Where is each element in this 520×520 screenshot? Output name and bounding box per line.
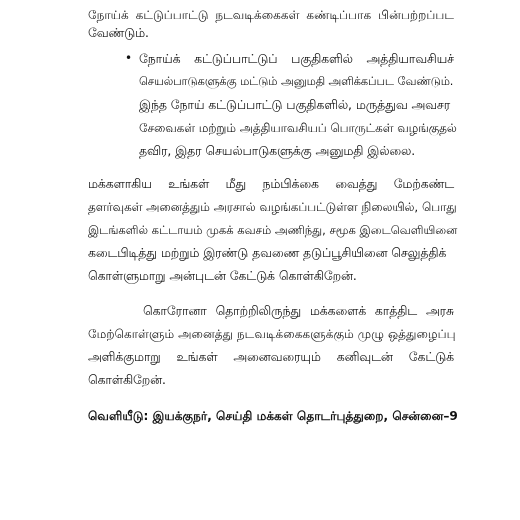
word: கனிவுடன்: [336, 350, 393, 364]
word: அளிக்குமாறு: [88, 350, 161, 364]
bullet-line4: சேவைகள் மற்றும் அத்தியாவசியப் பொருட்கள் வழங்குதல்: [139, 121, 457, 135]
word: பகுதிகளில்: [291, 52, 353, 66]
word: மக்களாகிய: [88, 177, 152, 191]
paragraph3-line4: கொள்கிறேன்.: [88, 373, 166, 387]
word: தொற்றிலிருந்து: [215, 304, 301, 318]
bullet-line2: செயல்பாடுகளுக்கு மட்டும் அனுமதி அளிக்கப்பட வேண்டும்.: [139, 75, 454, 88]
word: மீது: [225, 177, 247, 191]
word: நோய்க்: [88, 8, 129, 22]
word: வைத்து: [335, 177, 378, 191]
word: உங்கள்: [176, 350, 218, 364]
word: கட்டுப்பாட்டு: [135, 8, 209, 22]
paragraph2-line4: கடைபிடித்து மற்றும் இரண்டு தவணை தடுப்பூசியினை செலுத்திக்: [88, 246, 447, 260]
word: நோய்க்: [139, 52, 181, 66]
paragraph2-line3: இடங்களில் கட்டாயம் முகக் கவசம் அணிந்து, சமூக இடைவெளியினை: [88, 223, 458, 237]
release-footer: வெளியீடு: இயக்குநர், செய்தி மக்கள் தொடர்புத்துறை, சென்னை–9: [88, 409, 458, 423]
word: கொரோனா: [143, 304, 207, 318]
paragraph2-line2: தளர்வுகள் அனைத்தும் அரசால் வழங்கப்பட்டுள்ள நிலையில், பொது: [88, 200, 457, 214]
word: அனைவரையும்: [233, 350, 321, 364]
word: கட்டுப்பாட்டுப்: [194, 52, 278, 66]
bullet-line1: [139, 51, 454, 67]
paragraph2-line1: [88, 176, 454, 192]
word: மக்களைக்: [309, 304, 367, 318]
paragraph1-line2: வேண்டும்.: [88, 26, 149, 40]
word: மேற்கண்ட: [393, 177, 454, 191]
paragraph3-line2: மேற்கொள்ளும் அனைத்து நடவடிக்கைகளுக்கும் முழு ஒத்துழைப்பு: [88, 327, 456, 341]
word: காத்திட: [374, 304, 418, 318]
bullet-marker: •: [125, 51, 133, 65]
word: நம்பிக்கை: [262, 177, 319, 191]
word: கண்டிப்பாக: [306, 8, 372, 22]
word: அரசு: [425, 304, 454, 318]
word: உங்கள்: [168, 177, 210, 191]
word: கேட்டுக்: [408, 350, 454, 364]
word: அத்தியாவசியச்: [366, 52, 454, 66]
word: பின்பற்றப்பட: [378, 8, 454, 22]
paragraph1-line1: [88, 7, 454, 23]
paragraph3-line3: [88, 349, 454, 365]
bullet-line5: தவிர, இதர செயல்பாடுகளுக்கு அனுமதி இல்லை.: [139, 144, 416, 158]
bullet-line3: இந்த நோய் கட்டுப்பாட்டு பகுதிகளில், மருத்துவ அவசர: [139, 98, 451, 112]
word: நடவடிக்கைகள்: [215, 8, 300, 22]
paragraph3-line1: [143, 303, 454, 319]
paragraph2-line5: கொள்ளுமாறு அன்புடன் கேட்டுக் கொள்கிறேன்.: [88, 269, 357, 283]
